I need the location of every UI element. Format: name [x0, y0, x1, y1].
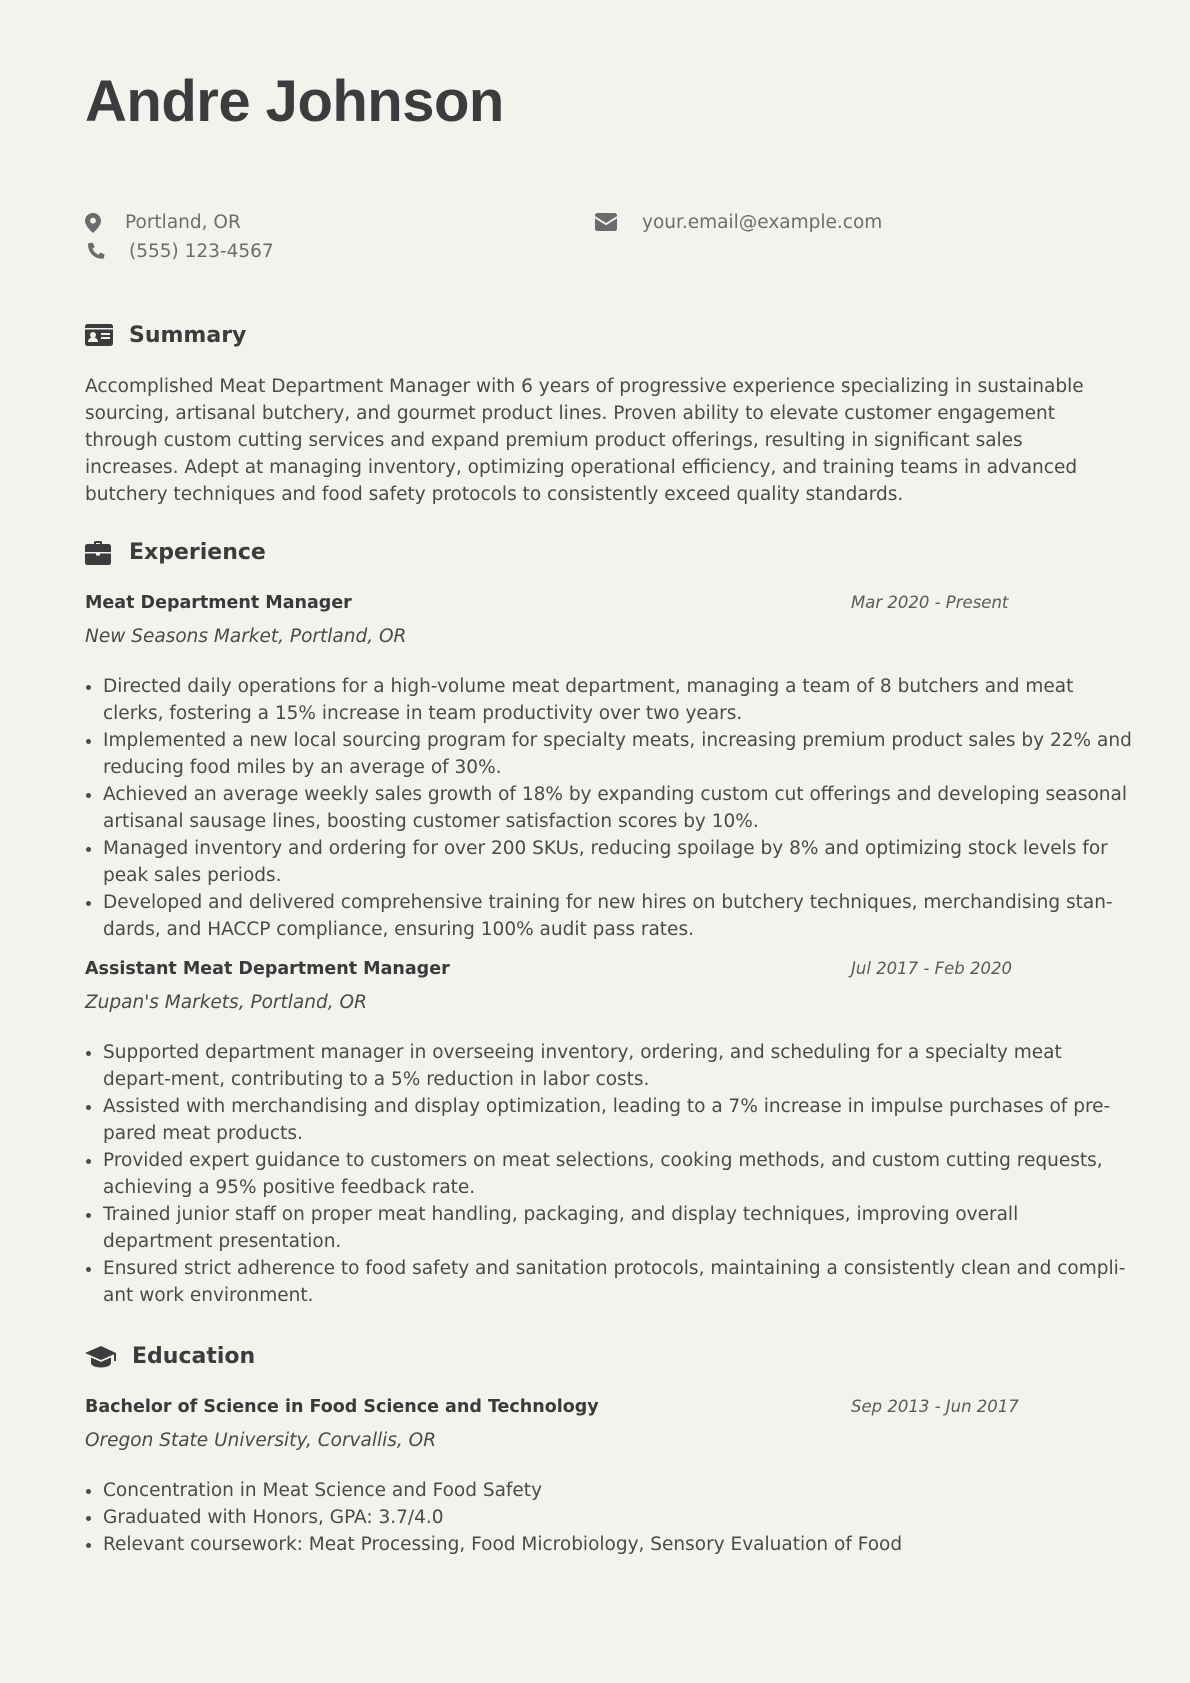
briefcase-icon	[85, 541, 113, 565]
list-item: • Achieved an average weekly sales growth of 18% by expanding custom cut offerings and developing seasonal artisanal sausage lines, boosting customer satisfaction scores by 10%.	[103, 781, 1133, 835]
list-item: • Implemented a new local sourcing program for specialty meats, increasing premium product sales by 22% and reducing food miles by an average of 30%.	[103, 727, 1133, 781]
summary-heading	[85, 323, 246, 348]
list-item: • Ensured strict adherence to food safety and sanitation protocols, maintaining a consistently clean and compli-ant work environment.	[103, 1255, 1133, 1309]
graduation-cap-icon	[85, 1345, 117, 1369]
list-item: • Relevant coursework: Meat Processing, Food Microbiology, Sensory Evaluation of Food	[103, 1531, 1133, 1558]
candidate-name: Andre Johnson	[85, 69, 504, 134]
list-item: • Graduated with Honors, GPA: 3.7/4.0	[103, 1504, 1133, 1531]
school-name: Oregon State University, Corvallis, OR	[85, 1430, 437, 1451]
education-title: Education	[132, 1344, 256, 1369]
degree-title: Bachelor of Science in Food Science and Technology	[85, 1397, 599, 1417]
job-dates: Mar 2020 - Present	[851, 593, 1009, 612]
id-card-icon	[85, 324, 113, 348]
experience-title: Experience	[129, 540, 266, 565]
list-item: • Provided expert guidance to customers on meat selections, cooking methods, and custom cutting requests, achieving a 95% positive feedback rate.	[103, 1147, 1133, 1201]
education-bullets	[85, 1477, 1133, 1558]
list-item: • Assisted with merchandising and display optimization, leading to a 7% increase in impulse purchases of pre-pared meat products.	[103, 1093, 1133, 1147]
phone-icon	[85, 242, 105, 262]
summary-title: Summary	[129, 323, 247, 348]
job-dates: Jul 2017 - Feb 2020	[851, 959, 1012, 978]
list-item: • Supported department manager in overseeing inventory, ordering, and scheduling for a specialty meat depart-ment, contributing to a 5% reduction in labor costs.	[103, 1039, 1133, 1093]
job-title: Assistant Meat Department Manager	[85, 959, 450, 979]
job-bullets	[85, 1039, 1133, 1309]
experience-heading	[85, 540, 266, 565]
list-item: • Developed and delivered comprehensive training for new hires on butchery techniques, merchandising stan-dards, and HACCP compliance, ensuring 100% audit pass rates.	[103, 889, 1133, 943]
envelope-icon	[595, 213, 617, 233]
summary-text: Accomplished Meat Department Manager with 6 years of progressive experience specializing in sustainable sourcing, artisanal butchery, and gourmet product lines. Proven ability to elevate customer engagement through custom cutting services and expand premium product offerings, resulting in significant sales increases. Adept at managing inventory, optimizing operational efficiency, and training teams in advanced butchery techniques and food safety protocols to consistently exceed quality standards.	[85, 376, 1084, 505]
job-organization: New Seasons Market, Portland, OR	[85, 626, 407, 647]
location-text: Portland, OR	[125, 212, 241, 233]
phone-text: (555) 123-4567	[129, 241, 274, 262]
contact-location	[85, 212, 241, 233]
education-dates: Sep 2013 - Jun 2017	[851, 1397, 1019, 1416]
list-item: • Trained junior staff on proper meat handling, packaging, and display techniques, improving overall department presentation.	[103, 1201, 1133, 1255]
contact-phone	[85, 241, 274, 262]
list-item: • Concentration in Meat Science and Food Safety	[103, 1477, 1133, 1504]
email-text: your.email@example.com	[642, 212, 883, 233]
job-bullets	[85, 673, 1133, 943]
job-title: Meat Department Manager	[85, 593, 352, 613]
job-organization: Zupan's Markets, Portland, OR	[85, 992, 367, 1013]
list-item: • Directed daily operations for a high-volume meat department, managing a team of 8 butchers and meat clerks, fostering a 15% increase in team productivity over two years.	[103, 673, 1133, 727]
education-heading	[85, 1344, 255, 1369]
map-marker-icon	[85, 213, 105, 233]
list-item: • Managed inventory and ordering for over 200 SKUs, reducing spoilage by 8% and optimizing stock levels for peak sales periods.	[103, 835, 1133, 889]
contact-email	[595, 212, 882, 233]
